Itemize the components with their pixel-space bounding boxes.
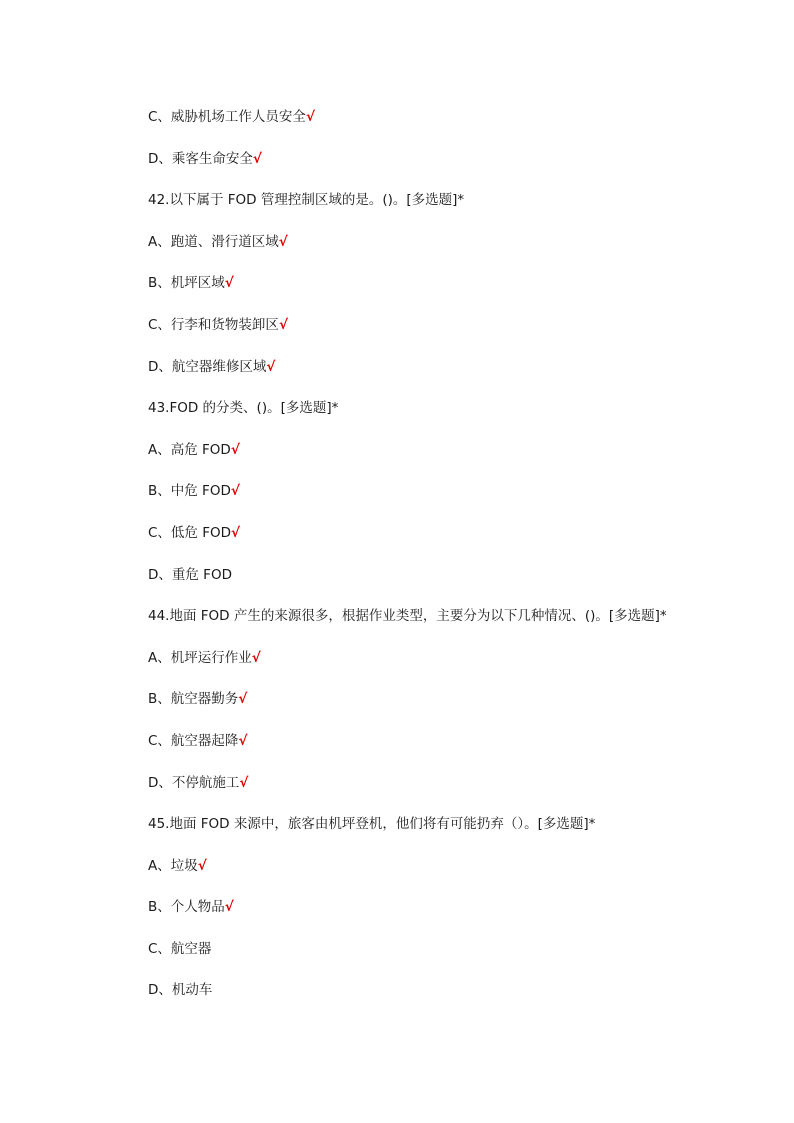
check-mark-icon: √: [224, 275, 234, 292]
line-text: A、跑道、滑行道区域: [148, 233, 279, 250]
option-c-q41: [148, 106, 748, 148]
line-text: B、中危 FOD: [148, 483, 231, 500]
line-text: A、垃圾: [148, 857, 198, 874]
line-text: A、高危 FOD: [148, 441, 231, 458]
line-text: 43.FOD 的分类、()。[多选题]*: [148, 400, 339, 417]
option-a-q42: [148, 231, 748, 273]
line-text: D、重危 FOD: [148, 566, 232, 583]
check-mark-icon: √: [231, 524, 241, 541]
line-text: 42.以下属于 FOD 管理控制区域的是。()。[多选题]*: [148, 192, 465, 209]
question-42: [148, 189, 748, 231]
check-mark-icon: √: [278, 316, 288, 333]
option-a-q44: [148, 647, 748, 689]
check-mark-icon: √: [224, 899, 234, 916]
option-d-q41: [148, 148, 748, 190]
option-c-q44: [148, 730, 748, 772]
check-mark-icon: √: [278, 233, 288, 250]
line-text: C、行李和货物装卸区: [148, 316, 279, 333]
check-mark-icon: √: [230, 441, 240, 458]
check-mark-icon: √: [238, 691, 248, 708]
option-c-q43: [148, 522, 748, 564]
check-mark-icon: √: [266, 358, 276, 375]
line-text: D、不停航施工: [148, 774, 240, 791]
option-b-q44: [148, 688, 748, 730]
option-c-q42: [148, 314, 748, 356]
line-text: 45.地面 FOD 来源中，旅客由机坪登机，他们将有可能扔弃（）。[多选题]*: [148, 816, 596, 833]
question-44: [148, 605, 748, 647]
line-text: A、机坪运行作业: [148, 649, 252, 666]
option-d-q43: [148, 564, 748, 606]
line-text: C、航空器起降: [148, 732, 239, 749]
line-text: D、航空器维修区域: [148, 358, 267, 375]
line-text: C、低危 FOD: [148, 524, 232, 541]
option-b-q42: [148, 272, 748, 314]
check-mark-icon: √: [305, 109, 315, 125]
line-text: 44.地面 FOD 产生的来源很多，根据作业类型，主要分为以下几种情况、()。[多选题]*: [148, 608, 667, 625]
check-mark-icon: √: [252, 150, 262, 167]
line-text: C、航空器: [148, 940, 212, 957]
option-b-q43: [148, 480, 748, 522]
option-a-q45: [148, 855, 748, 897]
check-mark-icon: √: [239, 774, 249, 791]
option-d-q42: [148, 356, 748, 398]
option-d-q44: [148, 772, 748, 814]
check-mark-icon: √: [230, 483, 240, 500]
line-text: B、机坪区域: [148, 275, 225, 292]
option-d-q45: [148, 979, 748, 1021]
question-43: [148, 397, 748, 439]
line-text: D、机动车: [148, 982, 213, 999]
option-a-q43: [148, 439, 748, 481]
line-text: C、威胁机场工作人员安全: [148, 109, 306, 125]
check-mark-icon: √: [251, 649, 261, 666]
line-text: B、个人物品: [148, 899, 225, 916]
option-b-q45: [148, 896, 748, 938]
option-c-q45: [148, 938, 748, 980]
document-page: [148, 106, 748, 1021]
line-text: B、航空器勤务: [148, 691, 239, 708]
line-text: D、乘客生命安全: [148, 150, 253, 167]
check-mark-icon: √: [197, 857, 207, 874]
check-mark-icon: √: [238, 732, 248, 749]
question-45: [148, 813, 748, 855]
